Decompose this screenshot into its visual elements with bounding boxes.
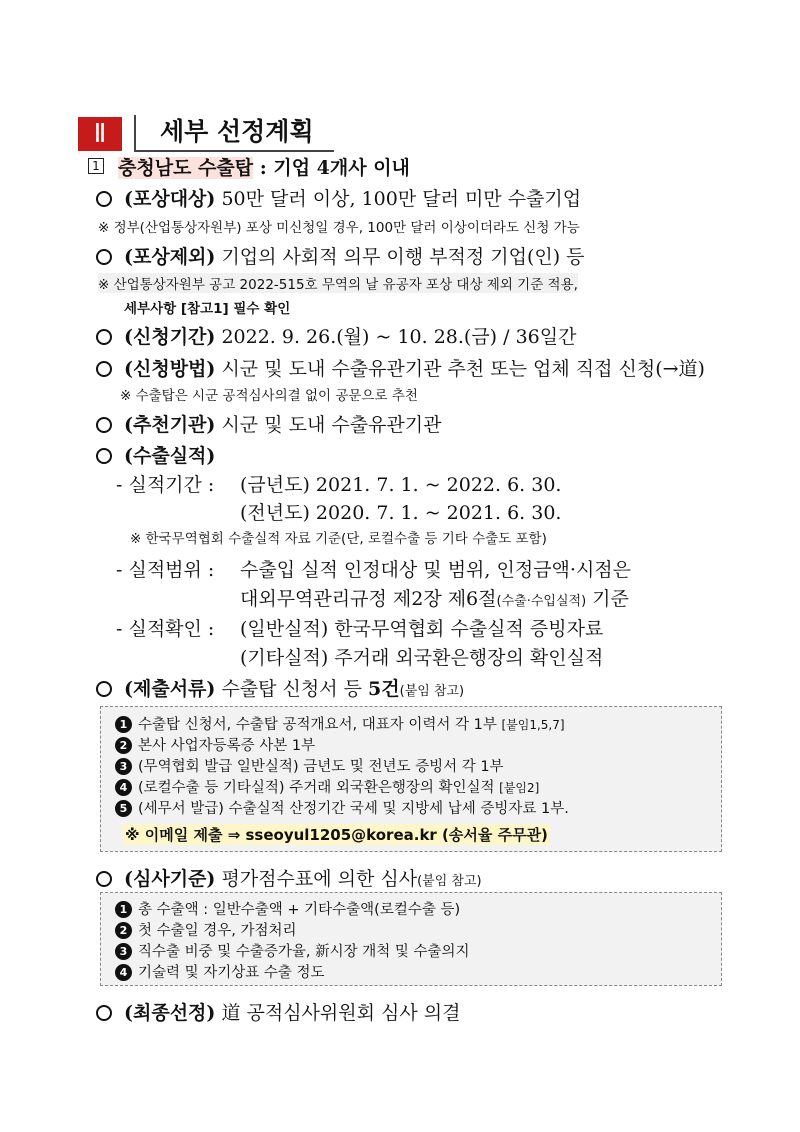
document-item <box>115 734 315 755</box>
item-documents <box>96 674 464 701</box>
circle-bullet-icon <box>96 681 112 697</box>
perf-check-other: (기타실적) 주거래 외국환은행장의 확인실적 <box>240 647 604 669</box>
perf-check-general: (일반실적) 한국무역협회 수출실적 증빙자료 <box>240 618 604 640</box>
criteria-item-text: 첫 수출일 경우, 가점처리 <box>138 923 297 939</box>
item-label: (포상제외) <box>124 246 216 268</box>
document-item <box>115 755 504 776</box>
perf-scope-paren: (수출·수입실적) <box>496 594 587 609</box>
document-item <box>115 713 565 734</box>
document-item <box>115 776 539 797</box>
document-count: 5건 <box>368 678 400 700</box>
item-text: 기업의 사회적 의무 이행 부적정 기업(인) 등 <box>215 246 585 268</box>
item-target <box>96 184 581 211</box>
criteria-item <box>115 940 470 961</box>
perf-period-label: - 실적기간 : <box>116 474 215 496</box>
circle-bullet-icon <box>96 361 112 377</box>
number-bullet-icon: 2 <box>115 737 132 754</box>
item-text: 수출탑 신청서 등 <box>215 678 369 700</box>
perf-scope-line2 <box>240 584 629 611</box>
item-method <box>96 354 705 381</box>
item-final <box>96 998 460 1025</box>
perf-scope-label: - 실적범위 : <box>116 559 215 581</box>
document-item-ref: [붙임2] <box>499 781 540 795</box>
number-bullet-icon: 2 <box>115 922 132 939</box>
item-text: 2022. 9. 26.(월) ~ 10. 28.(금) / 36일간 <box>215 326 577 348</box>
number-bullet-icon: 1 <box>115 901 132 918</box>
item-text: 시군 및 도내 수출유관기관 <box>215 414 442 436</box>
circle-bullet-icon <box>96 417 112 433</box>
section-title-underline <box>134 150 334 152</box>
number-bullet-icon: 4 <box>115 779 132 796</box>
item-text: 50만 달러 이상, 100만 달러 미만 수출기업 <box>215 188 582 210</box>
number-bullet-icon: 5 <box>115 800 132 817</box>
subsection-title-highlight: 충청남도 수출탑 <box>118 157 254 179</box>
documents-box <box>100 706 722 852</box>
criteria-item <box>115 961 325 982</box>
criteria-item <box>115 919 297 940</box>
document-item-ref: [붙임1,5,7] <box>501 718 565 732</box>
item-recommender <box>96 410 441 437</box>
criteria-item <box>115 898 460 919</box>
item-criteria <box>96 864 482 891</box>
document-item-text: 수출탑 신청서, 수출탑 공적개요서, 대표자 이력서 각 1부 <box>138 717 502 733</box>
item-text: 시군 및 도내 수출유관기관 추천 또는 업체 직접 신청(→道) <box>215 358 705 380</box>
item-label: (심사기준) <box>124 868 216 890</box>
perf-scope-regulation: 대외무역관리규정 제2장 제6절 <box>240 588 497 610</box>
number-bullet-icon: 3 <box>115 758 132 775</box>
document-item-text: (로컬수출 등 기타실적) 주거래 외국환은행장의 확인실적 <box>138 780 500 796</box>
item-performance <box>96 441 215 468</box>
circle-bullet-icon <box>96 448 112 464</box>
circle-bullet-icon <box>96 191 112 207</box>
document-item-text: 본사 사업자등록증 사본 1부 <box>138 738 316 754</box>
subsection-number-box: 1 <box>88 158 104 174</box>
criteria-item-text: 기술력 및 자기상표 수출 정도 <box>138 965 325 981</box>
item-label: (신청방법) <box>124 358 216 380</box>
number-bullet-icon: 4 <box>115 964 132 981</box>
item-label: (신청기간) <box>124 326 216 348</box>
number-bullet-icon: 1 <box>115 716 132 733</box>
document-item-text: (세무서 발급) 수출실적 산정기간 국세 및 지방세 납세 증빙자료 1부. <box>138 801 569 817</box>
perf-check-label: - 실적확인 : <box>116 618 215 640</box>
item-label: (포상대상) <box>124 188 216 210</box>
perf-period-previous: (전년도) 2020. 7. 1. ~ 2021. 6. 30. <box>240 502 562 524</box>
item-label: (추천기관) <box>124 414 216 436</box>
note-exclusion-line2: 세부사항 [참고1] 필수 확인 <box>124 301 291 317</box>
subsection-title <box>118 153 410 180</box>
perf-scope-line1: 수출입 실적 인정대상 및 범위, 인정금액·시점은 <box>240 559 632 581</box>
item-text: 평가점수표에 의한 심사 <box>215 868 418 890</box>
email-note-text: ※ 이메일 제출 ⇒ sseoyul1205@korea.kr (송서율 주무관) <box>125 826 548 844</box>
item-label: (제출서류) <box>124 678 216 700</box>
criteria-box <box>100 892 722 986</box>
perf-scope-tail: 기준 <box>586 588 629 610</box>
criteria-item-text: 총 수출액 : 일반수출액 + 기타수출액(로컬수출 등) <box>138 902 461 918</box>
number-bullet-icon: 3 <box>115 943 132 960</box>
note-target: ※ 정부(산업통상자원부) 포상 미신청일 경우, 100만 달러 이상이더라도 신청 가능 <box>98 220 580 236</box>
note-exclusion-line1: ※ 산업통상자원부 공고 2022-515호 무역의 날 유공자 포상 대상 제외 기준 적용, <box>98 273 578 293</box>
section-number-badge: Ⅱ <box>78 117 122 151</box>
perf-period-current: (금년도) 2021. 7. 1. ~ 2022. 6. 30. <box>240 474 562 496</box>
note-perf-period: ※ 한국무역협회 수출실적 자료 기준(단, 로컬수출 등 기타 수출도 포함) <box>130 531 547 547</box>
circle-bullet-icon <box>96 871 112 887</box>
document-item <box>115 797 569 818</box>
item-period <box>96 322 576 349</box>
criteria-item-text: 직수출 비중 및 수출증가율, 新시장 개척 및 수출의지 <box>138 944 470 960</box>
item-ref: (붙임 참고) <box>417 874 482 889</box>
document-item-text: (무역협회 발급 일반실적) 금년도 및 전년도 증빙서 각 1부 <box>138 759 504 775</box>
email-submission-note <box>123 824 550 845</box>
item-text: 道 공적심사위원회 심사 의결 <box>215 1002 461 1024</box>
item-label: (수출실적) <box>124 445 216 467</box>
section-divider <box>134 115 136 151</box>
section-title: 세부 선정계획 <box>160 117 314 146</box>
item-ref: (붙임 참고) <box>399 684 465 699</box>
note-method: ※ 수출탑은 시군 공적심사의결 없이 공문으로 추천 <box>120 388 418 404</box>
item-label: (최종선정) <box>124 1002 216 1024</box>
circle-bullet-icon <box>96 329 112 345</box>
circle-bullet-icon <box>96 1005 112 1021</box>
item-exclusion <box>96 242 585 269</box>
subsection-title-rest: : 기업 4개사 이내 <box>253 157 410 179</box>
circle-bullet-icon <box>96 249 112 265</box>
